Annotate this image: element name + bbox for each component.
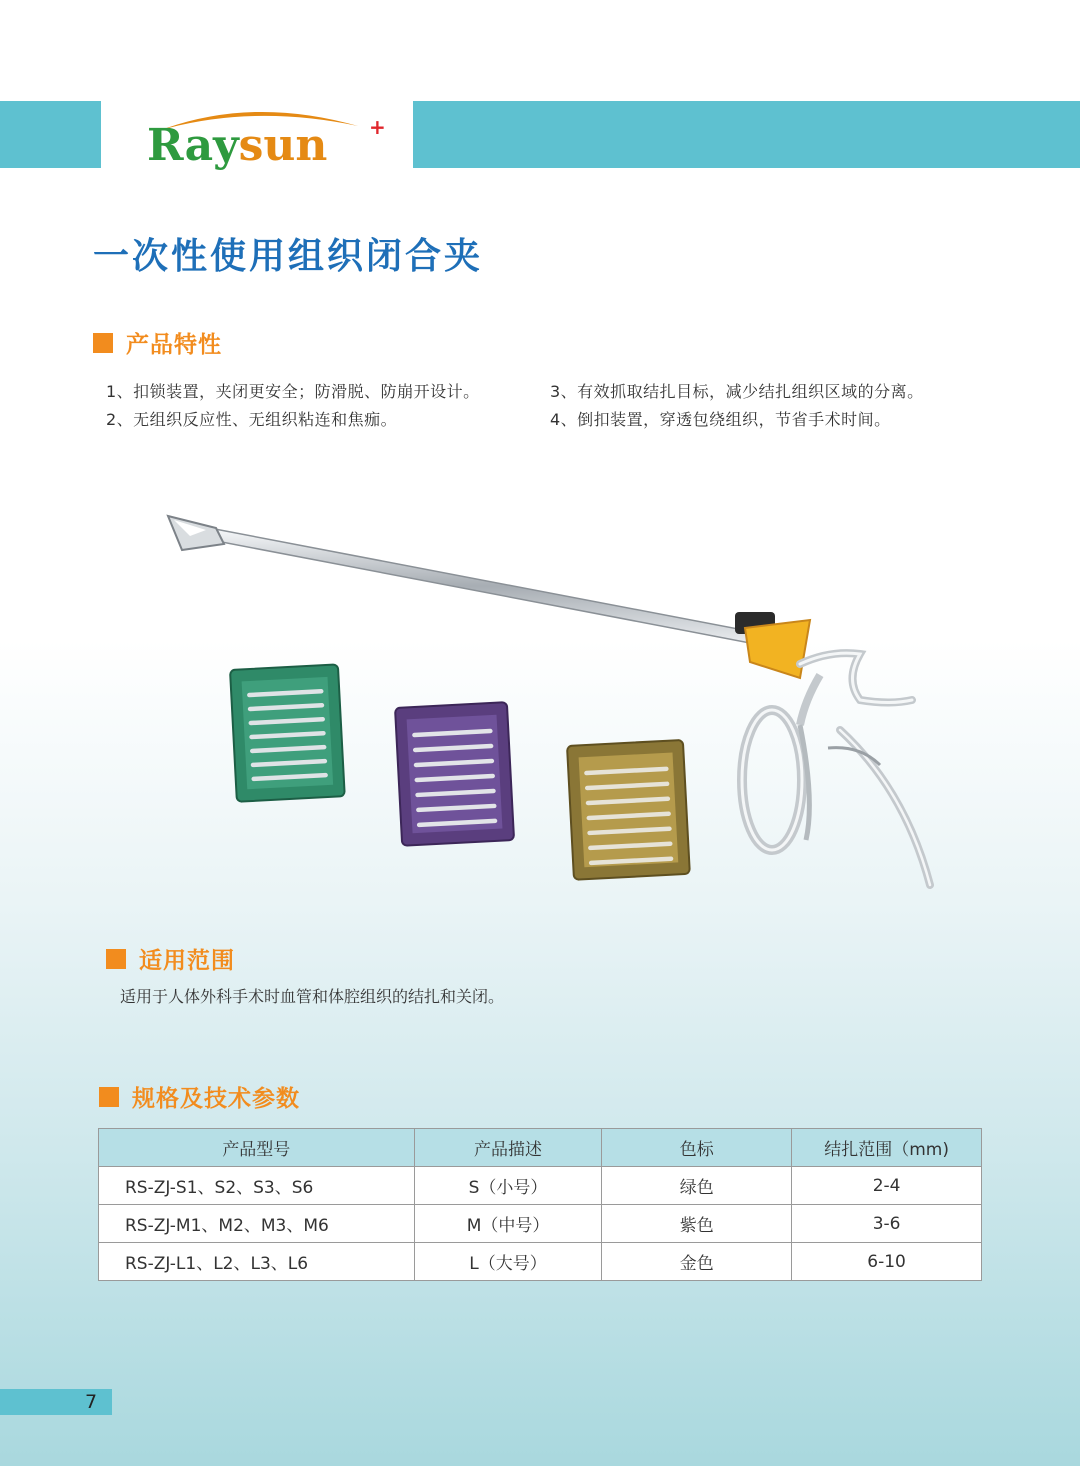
section-bullet-square [93, 333, 113, 353]
cell-ligation-range: 6-10 [792, 1243, 982, 1281]
section-scope-label: 适用范围 [139, 948, 235, 974]
page-number-tab [0, 1389, 112, 1415]
cell-description: S（小号） [414, 1167, 602, 1205]
cell-model: RS-ZJ-L1、L2、L3、L6 [99, 1243, 415, 1281]
cell-ligation-range: 2-4 [792, 1167, 982, 1205]
cell-color-code: 紫色 [602, 1205, 792, 1243]
section-specs-label: 规格及技术参数 [132, 1086, 300, 1112]
section-scope-heading [106, 942, 235, 975]
header-band-left [0, 101, 101, 168]
purple-clip-cartridge [395, 702, 514, 846]
table-row [99, 1243, 982, 1281]
section-bullet-square [106, 949, 126, 969]
cell-color-code: 绿色 [602, 1167, 792, 1205]
header-ligation-range: 结扎范围（mm) [792, 1129, 982, 1167]
page-number: 7 [84, 1391, 98, 1413]
section-specs-heading [99, 1080, 300, 1113]
header-band-right [413, 101, 1080, 168]
green-clip-cartridge [230, 664, 345, 801]
scope-text: 适用于人体外科手术时血管和体腔组织的结扎和关闭。 [120, 987, 505, 1006]
header-color-code: 色标 [602, 1129, 792, 1167]
section-features-label: 产品特性 [126, 332, 222, 358]
cell-description: L（大号） [414, 1243, 602, 1281]
section-features-heading [93, 326, 222, 359]
table-row [99, 1167, 982, 1205]
spec-table-header-row [99, 1129, 982, 1167]
page-title: 一次性使用组织闭合夹 [93, 236, 484, 277]
section-bullet-square [99, 1087, 119, 1107]
header-description: 产品描述 [414, 1129, 602, 1167]
product-illustration [160, 500, 950, 900]
raysun-logo [143, 100, 393, 172]
feature-item: 2、无组织反应性、无组织粘连和焦痂。 [106, 410, 398, 429]
logo-wordmark: Raysun [147, 120, 328, 171]
spec-table [98, 1128, 982, 1281]
cell-model: RS-ZJ-S1、S2、S3、S6 [99, 1167, 415, 1205]
gold-clip-cartridge [567, 740, 690, 880]
header-model: 产品型号 [99, 1129, 415, 1167]
cell-description: M（中号） [414, 1205, 602, 1243]
cell-color-code: 金色 [602, 1243, 792, 1281]
logo-plus-mark: + [369, 115, 386, 139]
feature-item: 1、扣锁装置，夹闭更安全；防滑脱、防崩开设计。 [106, 382, 480, 401]
cell-ligation-range: 3-6 [792, 1205, 982, 1243]
feature-item: 3、有效抓取结扎目标，减少结扎组织区域的分离。 [550, 382, 924, 401]
cell-model: RS-ZJ-M1、M2、M3、M6 [99, 1205, 415, 1243]
table-row [99, 1205, 982, 1243]
feature-item: 4、倒扣装置，穿透包绕组织，节省手术时间。 [550, 410, 891, 429]
